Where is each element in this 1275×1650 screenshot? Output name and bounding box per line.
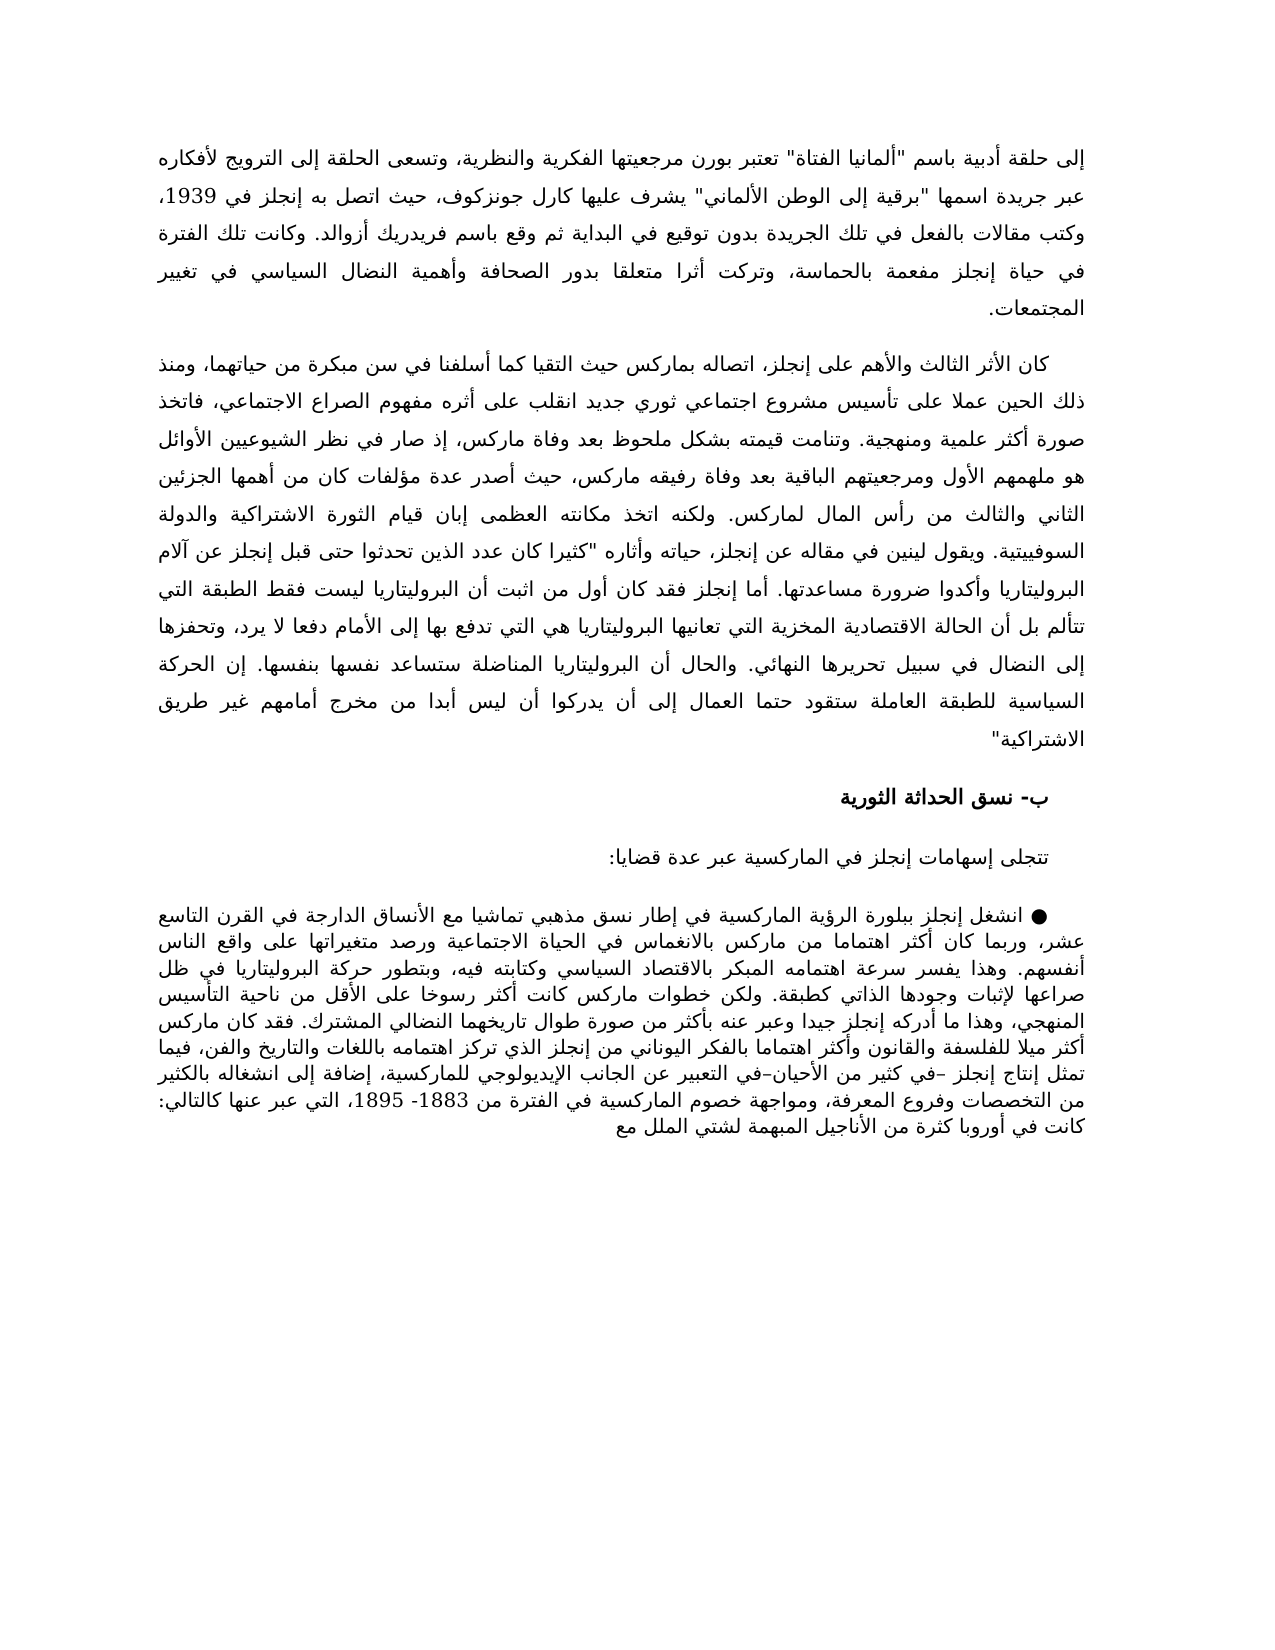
bullet-item [158, 902, 1085, 1140]
intro-line: تتجلى إسهامات إنجلز في الماركسية عبر عدة قضايا: [608, 845, 1049, 869]
document-page [158, 140, 1085, 1140]
paragraph-engels-marx: كان الأثر الثالث والأهم على إنجلز، اتصاله بماركس حيث التقيا كما أسلفنا في سن مبكرة من حياتهما، ومنذ ذلك الحين عملا على تأسيس مشروع اجتماعي ثوري جديد انقلب على أثره مفهوم الصراع الاجتماعي، فاتخذ صورة أكثر علمية ومنهجية. وتنامت قيمته بشكل ملحوظ بعد وفاة ماركس، إذ صار في نظر الشيوعيين الأوائل هو ملهمهم الأول ومرجعيتهم الباقية بعد وفاة رفيقه ماركس، حيث أصدر عدة مؤلفات كان من أهمها الجزئين الثاني والثالث من رأس المال لماركس. ولكنه اتخذ مكانته العظمى إبان قيام الثورة الاشتراكية والدولة السوفييتية. ويقول لينين في مقاله عن إنجلز، حياته وأثاره "كثيرا كان عدد الذين تحدثوا حتى قبل إنجلز عن آلام البروليتاريا وأكدوا ضرورة مساعدتها. أما إنجلز فقد كان أول من اثبت أن البروليتاريا ليست فقط الطبقة التي تتألم بل أن الحالة الاقتصادية المخزية التي تعانيها البروليتاريا هي التي تدفع بها إلى الأمام دفعا لا يرد، وتحفزها إلى النضال في سبيل تحريرها النهائي. والحال أن البروليتاريا المناضلة ستساعد نفسها بنفسها. إن الحركة السياسية للطبقة العاملة ستقود حتما العمال إلى أن يدركوا أن ليس أبدا من مخرج أمامهم غير طريق الاشتراكية" [158, 351, 1085, 751]
bullet-text: انشغل إنجلز ببلورة الرؤية الماركسية في إطار نسق مذهبي تماشيا مع الأنساق الدارجة في القرن التاسع عشر، وربما كان أكثر اهتماما من ماركس بالانغماس في الحياة الاجتماعية ورصد متغيراتها على واقع الناس أنفسهم. وهذا يفسر سرعة اهتمامه المبكر بالاقتصاد السياسي وكتابته فيه، وبتطور حركة البروليتاريا في ظل صراعها لإثبات وجودها الذاتي كطبقة. ولكن خطوات ماركس كانت أكثر رسوخا على الأقل من ناحية التأسيس المنهجي، وهذا ما أدركه إنجلز جيدا وعبر عنه بأكثر من صورة طوال تاريخهما النضالي المشترك. فقد كان ماركس أكثر ميلا للفلسفة والقانون وأكثر اهتماما بالفكر اليوناني من إنجلز الذي تركز اهتمامه باللغات والتاريخ والفن، فيما تمثل إنتاج إنجلز –في كثير من الأحيان–في التعبير عن الجانب الإيديولوجي للماركسية، إضافة إلى انشغاله بالكثير من التخصصات وفروع المعرفة، ومواجهة خصوم الماركسية في الفترة من 1883- 1895، التي عبر عنها كالتالي: كانت في أوروبا كثرة من الأناجيل المبهمة لشتي الملل مع [158, 903, 1085, 1139]
paragraph-engels-journalism: إلى حلقة أدبية باسم "ألمانيا الفتاة" تعتبر بورن مرجعيتها الفكرية والنظرية، وتسعى الحلقة إلى الترويج لأفكاره عبر جريدة اسمها "برقية إلى الوطن الألماني" يشرف عليها كارل جونزكوف، حيث اتصل به إنجلز في 1939، وكتب مقالات بالفعل في تلك الجريدة بدون توقيع في البداية ثم وقع باسم فريدريك أزوالد. وكانت تلك الفترة في حياة إنجلز مفعمة بالحماسة، وتركت أثرا متعلقا بدور الصحافة وأهمية النضال السياسي في تغيير المجتمعات. [158, 146, 1085, 320]
section-heading: ب- نسق الحداثة الثورية [840, 784, 1049, 809]
bullet-dot-icon: ● [1030, 903, 1050, 927]
